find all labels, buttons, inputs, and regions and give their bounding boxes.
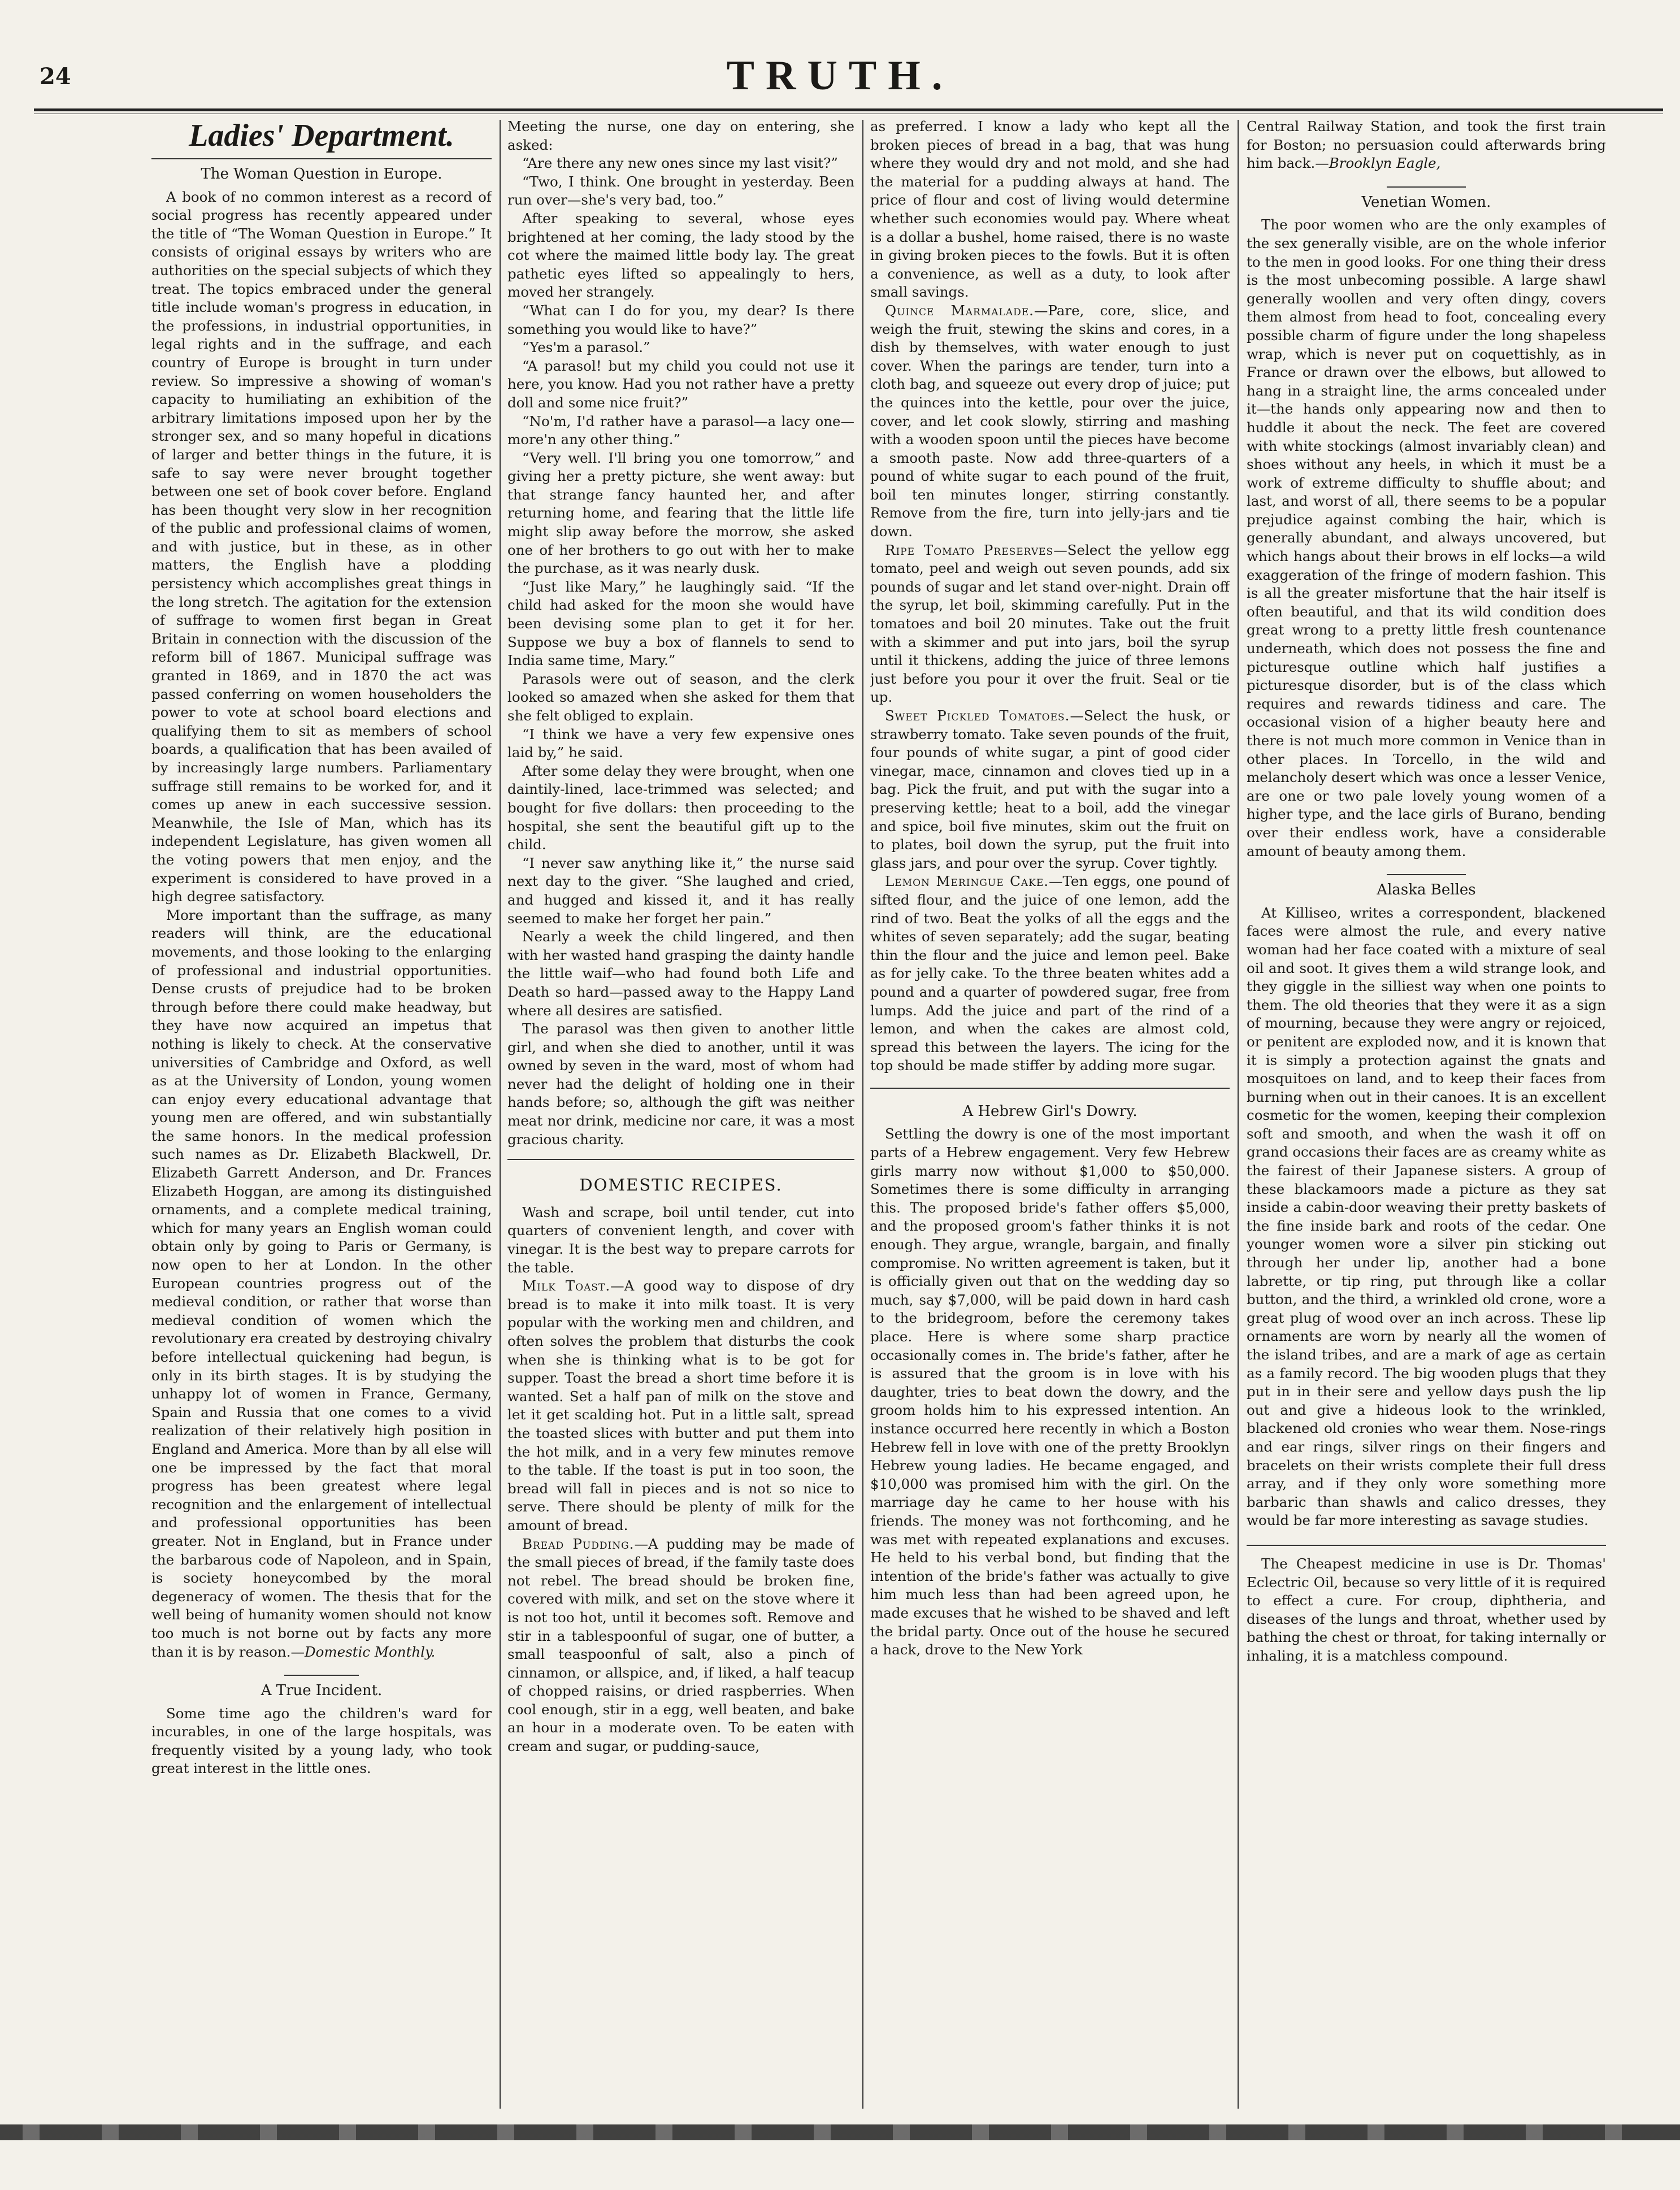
column-1 bbox=[151, 118, 492, 2106]
paragraph: as preferred. I know a lady who kept all the broken pieces of bread in a bag, that was hung where they would dry and not mold, and she had the material for a pudding always at hand. The price of flour and cost of living would determine whether such economies would pay. Where wheat is a dollar a bushel, home raised, there is no waste in giving broken pieces to the fowls. But it is often a convenience, as well as a duty, to look after small savings. bbox=[870, 118, 1230, 301]
paragraph: “Are there any new ones since my last visit?” bbox=[522, 155, 838, 172]
divider bbox=[870, 1088, 1230, 1089]
divider bbox=[507, 1159, 854, 1160]
paragraph: Wash and scrape, boil until tender, cut into quarters of convenient length, and cover with vinegar. It is the best way to prepare carrots for the table. bbox=[507, 1203, 854, 1276]
divider bbox=[1387, 874, 1466, 875]
paragraph: The poor women who are the only examples of the sex generally visible, are on the whole inferior to the men in good looks. For one thing their dress is the most unbecoming possible. A large shawl generally woollen and very often dingy, covers them almost from head to foot, concealing every possible charm of figure under the long shapeless wrap, which is never put on coquettishly, as in France or drawn over the elbows, but allowed to hang in a straight line, the arms concealed under it—the hands only appearing now and then to huddle it about the neck. The feet are covered with white stockings (almost invariably clean) and shoes without any heels, in which it must be a work of extreme difficulty to shuffle about; and last, and worst of all, there seems to be a popular prejudice against combing the hair, which is generally abundant, and always uncovered, but which hangs about their brows in elf locks—a wild exaggeration of the fringe of modern fashion. This is all the greater misfortune that the hair itself is often beautiful, and that its wild condition does great wrong to a pretty little fresh countenance underneath, which does not possess the fine and picturesque outline which half justifies a picturesque disorder, but is of the class which requires and rewards tidiness and care. The occasional vision of a higher beauty here and there is not much more common in Venice than in other places. In Torcello, in the wild and melancholy desert which was once a lesser Venice, are one or two pale lovely young women of a higher type, and the lace girls of Burano, bending over their endless work, have a considerable amount of beauty among them. bbox=[1247, 216, 1606, 859]
column-4 bbox=[1247, 118, 1606, 2106]
recipe-text: —A good way to dispose of dry bread is to make it into milk toast. It is very popular with the working men and children, and often solves the problem that disturbs the cook when she is thinking what is to be got for supper. Toast the bread a short time before it is wanted. Set a half pan of milk on the stove and let it get scalding hot. Put in a little salt, spread the toasted slices with butter and put them into the hot milk, and in a very few minutes remove to the table. If the toast is put in too soon, the bread will fall in pieces and is not so nice to serve. There should be plenty of milk for the amount of bread. bbox=[507, 1278, 854, 1533]
masthead-rule bbox=[34, 108, 1663, 111]
recipe-title: Lemon Meringue Cake. bbox=[885, 873, 1049, 890]
recipe-title: Milk Toast. bbox=[522, 1278, 611, 1294]
paragraph: A book of no common interest as a record of social progress has recently appeared under the title of “The Woman Question in Europe.” It consists of original essays by writers who are authorities on the special subjects of which they treat. The topics embraced under the general title include woman's progress in education, in the professions, in industrial opportunities, in legal rights and in the suffrage, and each country of Europe is brought in turn under review. So impressive a showing of woman's capacity to humiliating an exhibition of the arbitrary limitations imposed upon her by the stronger sex, and so many hopeful in dications of larger and better things in the future, it is safe to say were never brought together between one set of book cover before. England has been thought very slow in her recognition of the public and professional claims of women, and with justice, but in these, as in other matters, the English have a plodding persistency which accomplishes great things in the long stretch. The agitation for the extension of suffrage to women first began in Great Britain in connection with the discussion of the reform bill of 1867. Municipal suffrage was granted in 1869, and in 1870 the act was passed conferring on women householders the power to vote at school board elections and qualifying them to sit as members of school boards, a qualification that has been availed of by increasingly large numbers. Parliamentary suffrage still remains to be worked for, and it comes up anew in each successive session. Meanwhile, the Isle of Man, which has its independent Legislature, has given women all the voting powers that men enjoy, and the experiment is considered to have proved in a high degree satisfactory. bbox=[151, 188, 492, 905]
paragraph bbox=[870, 302, 1230, 541]
divider bbox=[151, 158, 492, 159]
column-rule bbox=[500, 120, 501, 2109]
recipe-text: —A pudding may be made of the small pieces of bread, if the family taste does not rebel. The bread should be broken fine, covered with milk, and set on the stove where it is not too hot, until it becomes soft. Remove and stir in a tablespoonful of sugar, one of butter, a small teaspoonful of salt, also a pinch of cinnamon, or allspice, and, if liked, a half teacup of chopped raisins, or dried raspberries. When cool enough, stir in a egg, well beaten, and bake an hour in a moderate oven. To be eaten with cream and sugar, or pudding-sauce, bbox=[507, 1535, 854, 1755]
department-title: Ladies' Department. bbox=[189, 118, 454, 153]
paragraph: Meeting the nurse, one day on entering, she asked: bbox=[507, 118, 854, 153]
paragraph: “I think we have a very few expensive ones laid by,” he said. bbox=[507, 725, 854, 761]
paragraph: At Killiseo, writes a correspondent, blackened faces were almost the rule, and every native woman had her face coated with a mixture of seal oil and soot. It gives them a wild strange look, and they giggle in the silliest way when one points to them. The old theories that they were it as a sign of mourning, because they were angry or rejoiced, or penitent are exploded now, and it is known that it is simply a protection against the gnats and mosquitoes on land, and to keep their faces from burning when out in their canoes. It is an excellent cosmetic for the women, keeping their complexion soft and smooth, and when the wash it off on grand occasions their faces are as creamy white as the fairest of their Japanese sisters. A group of these blackamoors made a picture as they sat inside a cabin-door weaving their pretty baskets of the fine inside bark and roots of the cedar. One younger women wore a silver pin sticking out through her under lip, another had a bone labrette, or tip ring, put through like a collar button, and the third, a wrinkled old crone, wore a great plug of wood over an inch across. These lip ornaments are worn by nearly all the women of the island tribes, and are a mark of age as certain as a family record. The big wooden plugs that they put in in their sere and yellow days push the lip out and give a hideous look to the wrinkled, blackened old cronies who wear them. Nose-rings and ear rings, silver rings on their fingers and bracelets on their wrists complete their full dress array, and if they only wore something more barbaric than shawls and calico dresses, they would be far more interesting as savage studies. bbox=[1247, 904, 1606, 1529]
paragraph: Some time ago the children's ward for incurables, in one of the large hospitals, was frequently visited by a young lady, who took great interest in the little ones. bbox=[151, 1705, 492, 1777]
recipe-text: —Pare, core, slice, and weigh the fruit, stewing the skins and cores, in a dish by themselves, with water enough to just cover. When the parings are tender, turn into a cloth bag, and squeeze out every drop of juice; put the quinces into the kettle, pour over the juice, cover, and let cook slowly, stirring and mashing with a wooden spoon until the pieces have become a smooth paste. Now add three-quarters of a pound of white sugar to each pound of the fruit, boil ten minutes longer, stirring constantly. Remove from the fire, turn into jelly-jars and tie down. bbox=[870, 302, 1230, 540]
paragraph: “Yes'm a parasol.” bbox=[522, 339, 650, 356]
masthead: TRUTH. bbox=[726, 53, 954, 99]
recipe-title: Sweet Pickled Tomatoes. bbox=[885, 707, 1070, 724]
recipe-text: —Ten eggs, one pound of sifted flour, and the juice of one lemon, add the rind of two. Beat the yolks of all the eggs and the whites of seven separately; add the sugar, beating thin the flour and the juice and lemon peel. Bake as for jelly cake. To the three beaten whites add a pound and a quarter of powdered sugar, free from lumps. Add the juice and part of the rind of a lemon, and when the cakes are almost cold, spread this between the layers. The icing for the top should be made stiffer by adding more sugar. bbox=[870, 873, 1230, 1074]
recipe-title: Bread Pudding. bbox=[522, 1535, 635, 1552]
paragraph: After speaking to several, whose eyes brightened at her coming, the lady stood by the cot where the maimed little body lay. The great pathetic eyes lifted so appealingly to hers, moved her strangely. bbox=[507, 210, 854, 301]
recipe-text: —Select the husk, or strawberry tomato. Take seven pounds of the fruit, four pounds of white sugar, a pint of good cider vinegar, mace, cinnamon and cloves tied up in a bag. Pick the fruit, and put with the sugar into a preserving kettle; heat to a boil, add the vinegar and spice, boil five minutes, skim out the fruit on to plates, boil down the syrup, put the fruit into glass jars, and pour over the syrup. Cover tightly. bbox=[870, 707, 1230, 871]
paragraph-text: More important than the suffrage, as many readers will think, are the educational movements, and those looking to the enlarging of professional and industrial opportunities. Dense crusts of prejudice had to be broken through before there could make headway, but they have now acquired an impetus that nothing is likely to check. At the conservative universities of Cambridge and Oxford, as well as at the University of London, young women can enjoy every educational advantage that young men are offered, and win substantially the same honors. In the medical profession such names as Dr. Elizabeth Blackwell, Dr. Elizabeth Garrett Anderson, and Dr. Frances Elizabeth Hoggan, are among its distinguished ornaments, and a complete medical training, which for many years an English woman could obtain only by going to Paris or Germany, is now open to her at London. In the other European countries progress out of the medieval condition, or rather that worse than medieval condition of women which the revolutionary era created by destroying chivalry before intellectual quickening had begun, is only in its birth stages. It is by studying the unhappy lot of women in France, Germany, Spain and Russia that one comes to a vivid realization of their relatively high position in England and America. More than by all else will one be impressed by the fact that moral progress has been greatest where legal recognition and the enlargement of intellectual and professional opportunities has been greater. Not in England, but in France under the barbarous code of Napoleon, and in Spain, is society honeycombed by the moral degeneracy of women. The thesis that for the well being of humanity women should not know too much is not borne out by facts any more than it is by reason.— bbox=[151, 906, 492, 1660]
paragraph: After some delay they were brought, when one daintily-lined, lace-trimmed was selected; and bought for five dollars: then proceeding to the hospital, she sent the beautiful gift up to the child. bbox=[507, 762, 854, 853]
recipe-title: Ripe Tomato Preserves bbox=[885, 541, 1054, 558]
section-title: DOMESTIC RECIPES. bbox=[579, 1175, 783, 1195]
paragraph: “A parasol! but my child you could not use it here, you know. Had you not rather have a pretty doll and some nice fruit?” bbox=[507, 357, 854, 411]
divider bbox=[1387, 186, 1466, 188]
paragraph bbox=[870, 541, 1230, 707]
paragraph: Settling the dowry is one of the most important parts of a Hebrew engagement. Very few Hebrew girls marry now without $1,000 to $50,000. Sometimes there is some difficulty in arranging this. The proposed bride's father offers $5,000, and the proposed groom's father thinks it is not enough. They argue, wrangle, bargain, and finally compromise. No written agreement is taken, but it is officially given out that on the wedding day so much, say $7,000, will be paid down in hard cash to the bridegroom, before the ceremony takes place. Here is where some sharp practice occasionally comes in. The bride's father, after he is assured that the groom is in love with his daughter, tries to beat down the dowry, and the groom holds him to his expressed intention. An instance occurred here recently in which a Boston Hebrew fell in love with one of the pretty Brooklyn Hebrew young ladies. He became engaged, and $10,000 was promised him with the girl. On the marriage day he came to her house with his friends. The money was not forthcoming, and he was met with repeated explanations and excuses. He held to his verbal bond, but finding that the intention of the bride's father was actually to give him much less than had been agreed upon, he made excuses that he wished to be shaved and left the bridal party. Once out of the house he secured a hack, drove to the New York bbox=[870, 1126, 1230, 1658]
paragraph bbox=[507, 1535, 854, 1756]
paragraph: “Two, I think. One brought in yesterday. Been run over—she's very bad, too.” bbox=[507, 173, 854, 208]
paragraph: “Just like Mary,” he laughingly said. “If the child had asked for the moon she would have been devising some plan to get it for her. Suppose we buy a box of flannels to send to India same time, Mary.” bbox=[507, 578, 854, 669]
paragraph: “I never saw anything like it,” the nurse said next day to the giver. “She laughed and cried, and hugged and kissed it, and it has really seemed to make her forget her pain.” bbox=[507, 854, 854, 927]
paragraph bbox=[870, 707, 1230, 872]
paragraph: “No'm, I'd rather have a parasol—a lacy one—more'n any other thing.” bbox=[507, 412, 854, 448]
paragraph bbox=[1247, 118, 1606, 173]
paragraph: “Very well. I'll bring you one tomorrow,” and giving her a pretty picture, she went away: but that strange fancy haunted her, and after returning home, and fearing that the little life might slip away before the morrow, she asked one of her brothers to go out with her to make the purchase, as it was nearly dusk. bbox=[507, 449, 854, 577]
source-signature: Domestic Monthly. bbox=[304, 1643, 436, 1660]
article-title: A Hebrew Girl's Dowry. bbox=[962, 1102, 1138, 1120]
source-signature: Brooklyn Eagle, bbox=[1329, 155, 1441, 172]
divider bbox=[1247, 1545, 1606, 1546]
paragraph: “What can I do for you, my dear? Is there something you would like to have?” bbox=[507, 302, 854, 337]
recipe-text: —Select the yellow egg tomato, peel and weigh out seven pounds, add six pounds of sugar and let stand over-night. Drain off the syrup, let boil, skimming carefully. Put in the tomatoes and boil 20 minutes. Take out the fruit with a skimmer and put into jars, boil the syrup until it thickens, adding the juice of three lemons just before you pour it over the fruit. Seal or tie up. bbox=[870, 541, 1230, 706]
advertisement: The Cheapest medicine in use is Dr. Thomas' Eclectric Oil, because so very little of it is required to effect a cure. For croup, diphtheria, and diseases of the lungs and throat, whether used by bathing the chest or throat, for taking internally or inhaling, it is a matchless compound. bbox=[1247, 1555, 1606, 1664]
recipe-title: Quince Marmalade. bbox=[885, 302, 1034, 319]
article-title: The Woman Question in Europe. bbox=[201, 166, 442, 182]
paragraph: The parasol was then given to another little girl, and when she died to another, until it was owned by seven in the ward, most of whom had never had the delight of holding one in their hands before; so, although the gift was neither meat nor drink, medicine nor care, it was a most gracious charity. bbox=[507, 1020, 854, 1148]
article-title: A True Incident. bbox=[261, 1682, 383, 1700]
paragraph-text: Central Railway Station, and took the first train for Boston; no persuasion could afterwards bring him back.— bbox=[1247, 118, 1606, 172]
divider bbox=[284, 1675, 359, 1676]
bottom-border bbox=[0, 2124, 1680, 2140]
column-2 bbox=[507, 118, 854, 2106]
paragraph bbox=[507, 1277, 854, 1535]
paragraph: Parasols were out of season, and the clerk looked so amazed when she asked for them that she felt obliged to explain. bbox=[507, 670, 854, 724]
paragraph bbox=[870, 872, 1230, 1075]
paragraph: Nearly a week the child lingered, and then with her wasted hand grasping the dainty handle the little waif—who had found both Life and Death so hard—passed away to the Happy Land where all desires are satisfied. bbox=[507, 928, 854, 1019]
paragraph bbox=[151, 906, 492, 1661]
column-rule bbox=[1238, 120, 1239, 2109]
page-number: 24 bbox=[40, 63, 71, 90]
column-3 bbox=[870, 118, 1230, 2106]
article-title: Venetian Women. bbox=[1361, 193, 1491, 211]
article-title: Alaska Belles bbox=[1377, 881, 1476, 899]
column-rule bbox=[862, 120, 863, 2109]
